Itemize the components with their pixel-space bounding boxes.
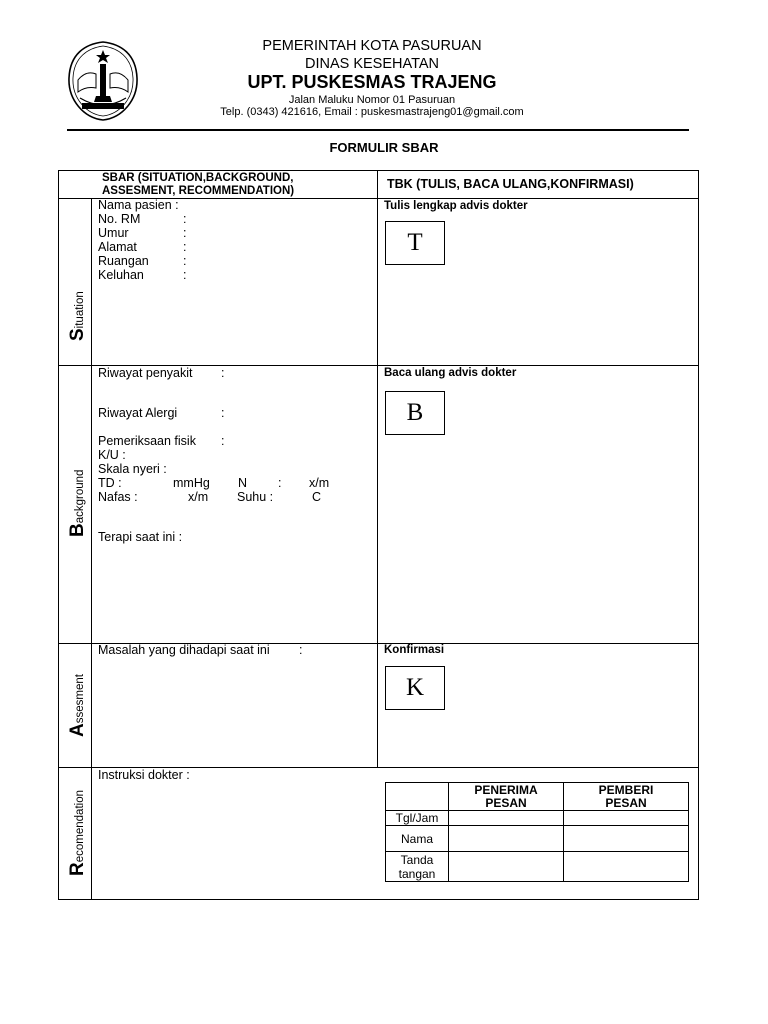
- box-letter-k: K: [385, 666, 445, 710]
- field-no-rm-colon: :: [183, 212, 187, 226]
- field-n-unit: x/m: [309, 476, 330, 490]
- field-alamat: Alamat: [98, 240, 137, 254]
- sub-col-pemberi: PEMBERI PESAN: [564, 783, 689, 811]
- city-seal-logo: [66, 40, 140, 122]
- field-n-colon: :: [278, 476, 282, 490]
- sub-row-nama: Nama: [386, 826, 449, 852]
- field-suhu: Suhu :: [237, 490, 274, 504]
- field-masalah-colon: :: [299, 643, 303, 657]
- assessment-right-title: Konfirmasi: [384, 644, 445, 656]
- background-right-title: Baca ulang advis dokter: [384, 367, 517, 379]
- header-divider: [67, 129, 689, 131]
- header-org-name: UPT. PUSKESMAS TRAJENG: [247, 72, 497, 92]
- field-td: TD :: [98, 476, 122, 490]
- row-label-background: Background: [67, 469, 88, 537]
- sub-cell-ttd-penerima[interactable]: [449, 852, 564, 882]
- sub-cell-nama-pemberi[interactable]: [564, 826, 689, 852]
- field-terapi: Terapi saat ini :: [98, 530, 183, 544]
- field-suhu-unit: C: [312, 490, 322, 504]
- field-pemeriksaan-fisik: Pemeriksaan fisik: [98, 434, 196, 448]
- field-no-rm: No. RM: [98, 212, 141, 226]
- box-letter-b: B: [385, 391, 445, 435]
- header-government: PEMERINTAH KOTA PASURUAN: [262, 38, 482, 54]
- row-label-assessment: Assesment: [67, 674, 88, 737]
- field-riwayat-penyakit: Riwayat penyakit: [98, 366, 193, 380]
- sub-table-corner: [386, 783, 449, 811]
- field-nama-pasien: Nama pasien :: [98, 198, 179, 212]
- header-department: DINAS KESEHATAN: [304, 56, 440, 72]
- field-riwayat-alergi-colon: :: [221, 406, 225, 420]
- col-header-sbar-line1: SBAR (SITUATION,BACKGROUND,: [102, 172, 294, 184]
- sub-col-penerima: PENERIMA PESAN: [449, 783, 564, 811]
- col-header-tbk: TBK (TULIS, BACA ULANG,KONFIRMASI): [387, 177, 634, 191]
- field-umur: Umur: [98, 226, 129, 240]
- message-sub-table: [385, 782, 689, 882]
- field-instruksi-dokter: Instruksi dokter :: [98, 768, 190, 782]
- field-ku: K/U :: [98, 448, 126, 462]
- field-keluhan-colon: :: [183, 268, 187, 282]
- sub-cell-ttd-pemberi[interactable]: [564, 852, 689, 882]
- row-label-situation: Situation: [67, 291, 88, 341]
- field-riwayat-penyakit-colon: :: [221, 366, 225, 380]
- sub-cell-nama-penerima[interactable]: [449, 826, 564, 852]
- sub-row-tanda-tangan: Tanda tangan: [386, 852, 449, 882]
- situation-right-title: Tulis lengkap advis dokter: [384, 200, 528, 212]
- field-pemeriksaan-fisik-colon: :: [221, 434, 225, 448]
- header-contact: Telp. (0343) 421616, Email : puskesmastrajeng01@gmail.com: [220, 106, 524, 118]
- field-n: N: [238, 476, 248, 490]
- field-td-unit: mmHg: [173, 476, 210, 490]
- header-address: Jalan Maluku Nomor 01 Pasuruan: [288, 94, 456, 106]
- box-letter-t: T: [385, 221, 445, 265]
- field-ruangan: Ruangan: [98, 254, 149, 268]
- field-riwayat-alergi: Riwayat Alergi: [98, 406, 178, 420]
- field-masalah: Masalah yang dihadapi saat ini: [98, 643, 270, 657]
- field-keluhan: Keluhan: [98, 268, 144, 282]
- form-title: FORMULIR SBAR: [329, 140, 439, 155]
- sub-cell-tgl-pemberi[interactable]: [564, 811, 689, 826]
- col-header-sbar-line2: ASSESMENT, RECOMMENDATION): [102, 185, 295, 197]
- field-nafas-unit: x/m: [188, 490, 209, 504]
- field-nafas: Nafas :: [98, 490, 138, 504]
- sub-cell-tgl-penerima[interactable]: [449, 811, 564, 826]
- field-ruangan-colon: :: [183, 254, 187, 268]
- sub-row-tgl-jam: Tgl/Jam: [386, 811, 449, 826]
- field-skala-nyeri: Skala nyeri :: [98, 462, 167, 476]
- row-label-recommendation: Recomendation: [67, 790, 88, 876]
- field-umur-colon: :: [183, 226, 187, 240]
- field-alamat-colon: :: [183, 240, 187, 254]
